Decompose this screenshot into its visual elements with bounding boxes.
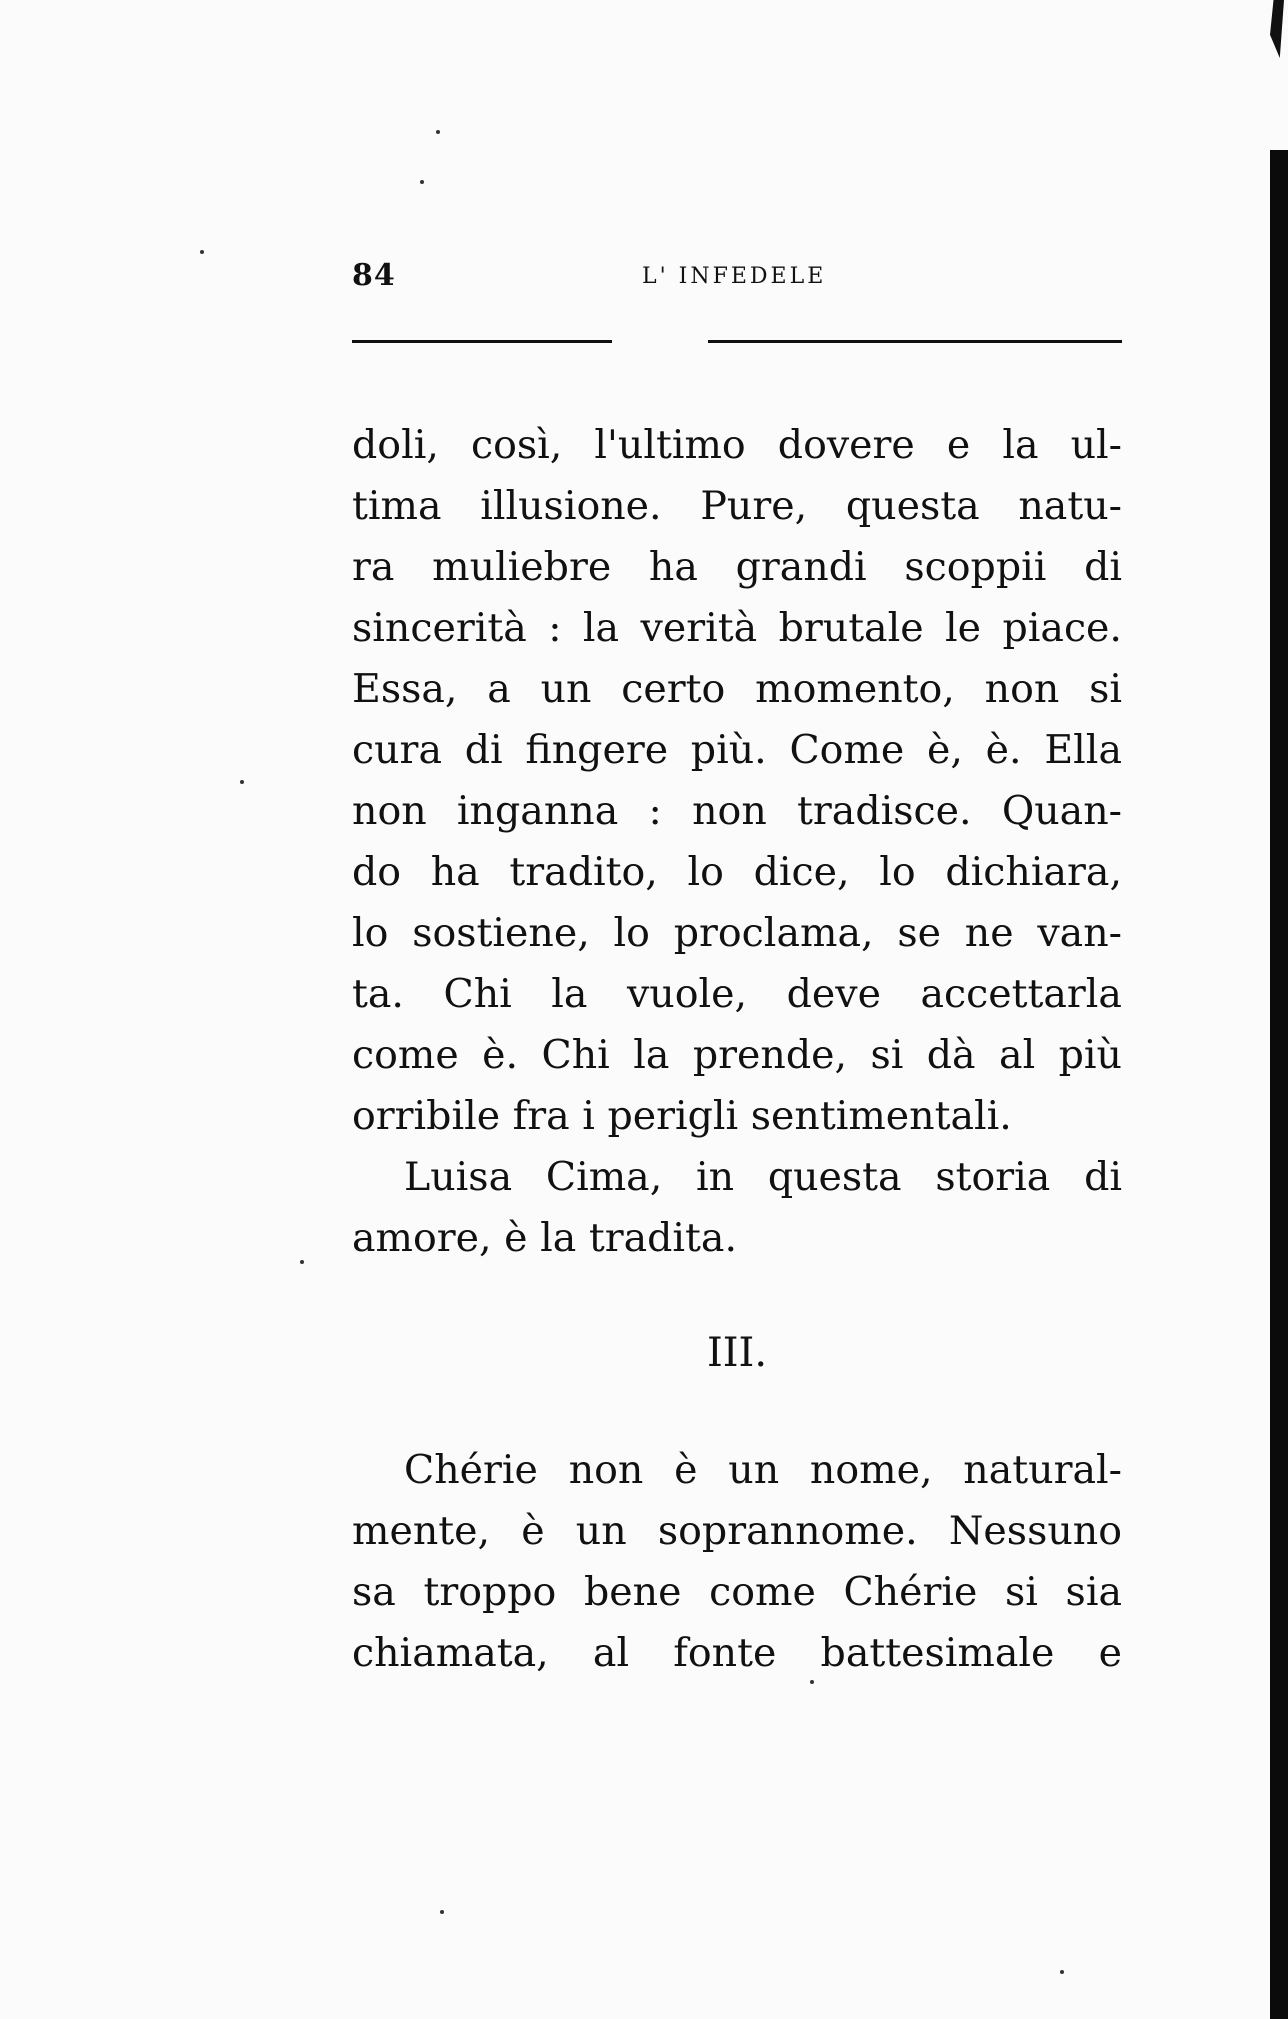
header-rule-left — [352, 340, 612, 343]
scan-speck — [436, 130, 440, 134]
running-title: L' INFEDELE — [642, 264, 827, 289]
corner-ink-mark — [1270, 0, 1284, 58]
text-line: chiamata, al fonte battesimale e — [352, 1630, 1122, 1676]
text-line: orribile fra i perigli sentimentali. — [352, 1093, 1012, 1139]
text-line: come è. Chi la prende, si dà al più — [352, 1032, 1122, 1078]
header-rule-right — [708, 340, 1122, 343]
scan-speck — [240, 780, 244, 784]
book-spine-shadow — [1270, 150, 1288, 2019]
scan-speck — [1060, 1970, 1064, 1974]
text-line: doli, così, l'ultimo dovere e la ul- — [352, 422, 1122, 468]
text-line: cura di fingere più. Come è, è. Ella — [352, 727, 1122, 773]
body-text-second — [352, 1440, 1122, 1684]
scan-speck — [420, 180, 424, 184]
text-line: Essa, a un certo momento, non si — [352, 666, 1122, 712]
text-line: mente, è un soprannome. Nessuno — [352, 1508, 1122, 1554]
scan-speck — [810, 1680, 814, 1684]
page-number: 84 — [352, 258, 396, 293]
scan-speck — [300, 1260, 304, 1264]
text-line: non inganna : non tradisce. Quan- — [352, 788, 1122, 834]
text-line: ra muliebre ha grandi scoppii di — [352, 544, 1122, 590]
body-text-first — [352, 415, 1122, 1269]
text-line: sa troppo bene come Chérie si sia — [352, 1569, 1122, 1615]
section-heading: III. — [706, 1330, 768, 1376]
text-line: ta. Chi la vuole, deve accettarla — [352, 971, 1122, 1017]
text-line: lo sostiene, lo proclama, se ne van- — [352, 910, 1122, 956]
text-line: do ha tradito, lo dice, lo dichiara, — [352, 849, 1122, 895]
text-line: Chérie non è un nome, natural- — [404, 1447, 1122, 1493]
page-header — [352, 252, 1120, 300]
text-line: sincerità : la verità brutale le piace. — [352, 605, 1122, 651]
text-line: amore, è la tradita. — [352, 1215, 738, 1261]
text-line: tima illusione. Pure, questa natu- — [352, 483, 1122, 529]
scan-speck — [440, 1910, 444, 1914]
text-line: Luisa Cima, in questa storia di — [404, 1154, 1122, 1200]
scan-speck — [200, 250, 204, 254]
